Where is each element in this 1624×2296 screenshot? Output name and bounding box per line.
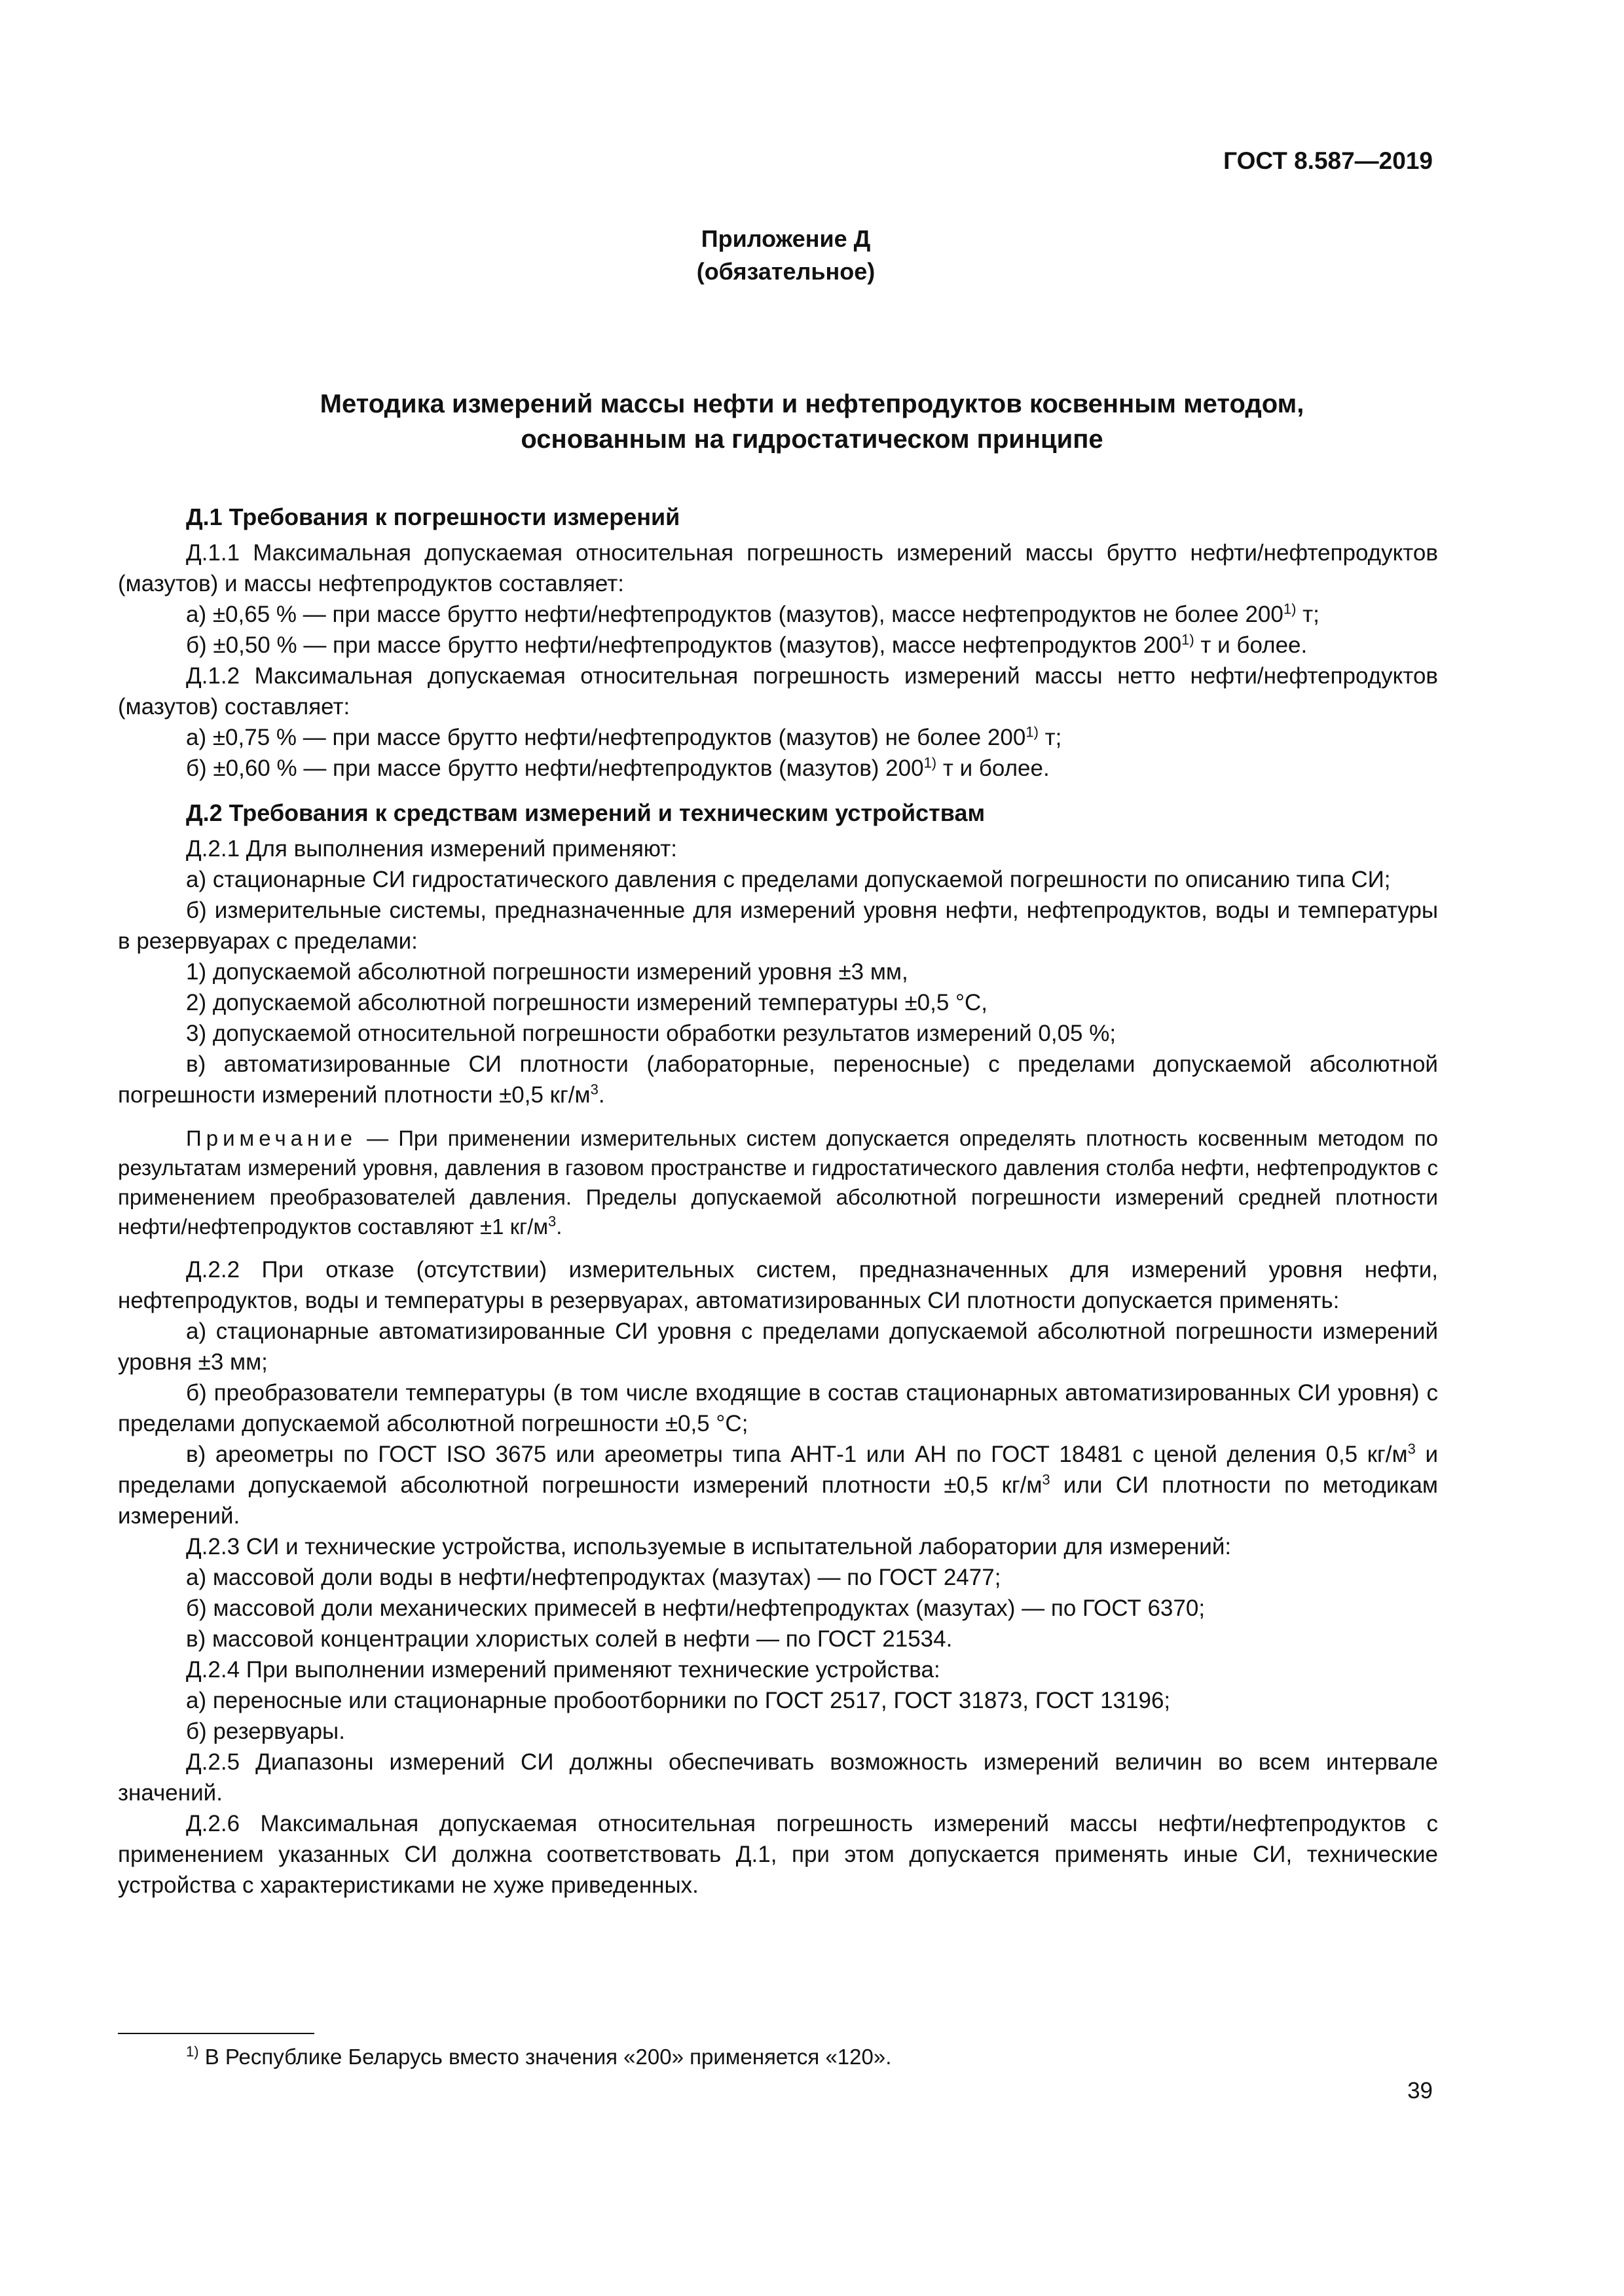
footnote-ref: 1) [923, 754, 937, 771]
section-heading-d2: Д.2 Требования к средствам измерений и техническим устройствам [186, 799, 986, 826]
superscript: 3 [1042, 1471, 1050, 1488]
list-item-d2-2-c [118, 1439, 1438, 1531]
list-item-d2-3-a: а) массовой доли воды в нефти/нефтепродуктах (мазутах) — по ГОСТ 2477; [186, 1565, 1001, 1590]
list-item-d2-3-b: б) массовой доли механических примесей в нефти/нефтепродуктах (мазутах) — по ГОСТ 6370; [186, 1595, 1206, 1621]
list-item-d2-1-b-1: 1) допускаемой абсолютной погрешности измерений уровня ±3 мм, [186, 959, 908, 985]
text-run: т; [1296, 602, 1320, 627]
text-run: т и более. [1194, 632, 1308, 658]
list-item-d2-2-a: а) стационарные автоматизированные СИ уровня с пределами допускаемой абсолютной погрешности измерений уровня ±3 мм; [118, 1319, 1438, 1375]
footnote-ref: 1) [1025, 723, 1039, 740]
paragraph-d1-1: Д.1.1 Максимальная допускаемая относительная погрешность измерений массы брутто нефти/нефтепродуктов (мазутов) и массы нефтепродуктов составляет: [118, 540, 1438, 596]
paragraph-d2-6: Д.2.6 Максимальная допускаемая относительная погрешность измерений массы нефти/нефтепродуктов с применением указанных СИ должна соответствовать Д.1, при этом допускается применять иные СИ, технические устройства с характеристиками не хуже приведенных. [118, 1811, 1438, 1898]
text-run: т; [1038, 725, 1062, 750]
text-run: а) ±0,75 % — при массе брутто нефти/нефтепродуктов (мазутов) не более 200 [186, 725, 1026, 750]
text-run: б) ±0,50 % — при массе брутто нефти/нефтепродуктов (мазутов), массе нефтепродуктов 200 [186, 632, 1182, 658]
superscript: 3 [548, 1213, 557, 1230]
paragraph-d1-2: Д.1.2 Максимальная допускаемая относительная погрешность измерений массы нетто нефти/нефтепродуктов (мазутов) составляет: [118, 663, 1438, 720]
appendix-label: Приложение Д [701, 225, 871, 252]
list-item-d1-2-b [118, 753, 1438, 784]
note-block [118, 1123, 1438, 1241]
text-run: б) ±0,60 % — при массе брутто нефти/нефтепродуктов (мазутов) 200 [186, 756, 924, 781]
list-item-d1-1-b [118, 630, 1438, 661]
text-run: т и более. [936, 756, 1050, 781]
list-item-d2-3-c: в) массовой концентрации хлористых солей в нефти — по ГОСТ 21534. [186, 1626, 953, 1652]
list-item-d2-1-c [118, 1049, 1438, 1110]
text-run: а) ±0,65 % — при массе брутто нефти/нефтепродуктов (мазутов), массе нефтепродуктов не более 200 [186, 602, 1283, 627]
list-item-d2-4-b: б) резервуары. [186, 1719, 345, 1744]
list-item-d2-1-b: б) измерительные системы, предназначенные для измерений уровня нефти, нефтепродуктов, воды и температуры в резервуарах с пределами: [118, 898, 1438, 954]
text-run: или СИ плотности по методикам измерений. [118, 1472, 1438, 1529]
footnote-divider [118, 2033, 314, 2034]
document-code: ГОСТ 8.587—2019 [1223, 147, 1433, 174]
footnote-ref: 1) [1181, 631, 1194, 648]
appendix-heading [0, 223, 1572, 288]
superscript: 3 [1407, 1440, 1416, 1457]
title-line-2: основанным на гидростатическом принципе [521, 425, 1103, 454]
text-run: в) ареометры по ГОСТ ISO 3675 или ареометры типа АНТ-1 или АН по ГОСТ 18481 с ценой деления 0,5 кг/м [186, 1442, 1408, 1467]
text-run: в) автоматизированные СИ плотности (лабораторные, переносные) с пределами допускаемой абсолютной погрешности измерений плотности ±0,5 кг/м [118, 1051, 1438, 1108]
title-line-1: Методика измерений массы нефти и нефтепродуктов косвенным методом, [320, 390, 1304, 418]
list-item-d2-1-b-3: 3) допускаемой относительной погрешности обработки результатов измерений 0,05 %; [186, 1021, 1116, 1046]
appendix-status: (обязательное) [696, 258, 876, 285]
paragraph-d2-4: Д.2.4 При выполнении измерений применяют технические устройства: [186, 1657, 940, 1683]
text-run: . [598, 1082, 605, 1108]
list-item-d2-4-a: а) переносные или стационарные пробоотборники по ГОСТ 2517, ГОСТ 31873, ГОСТ 13196; [186, 1688, 1171, 1713]
list-item-d1-1-a [118, 599, 1438, 630]
list-item-d2-1-b-2: 2) допускаемой абсолютной погрешности измерений температуры ±0,5 °С, [186, 990, 988, 1015]
note-label: Примечание [186, 1126, 358, 1150]
footnote-text: В Республике Беларусь вместо значения «200» применяется «120». [198, 2045, 892, 2069]
footnote [186, 2041, 891, 2072]
document-body [118, 501, 1438, 1901]
text-run: и пределами допускаемой абсолютной погрешности измерений плотности ±0,5 кг/м [118, 1442, 1438, 1498]
superscript: 3 [590, 1081, 599, 1098]
page-number: 39 [1407, 2078, 1433, 2104]
note-text: — При применении измерительных систем допускается определять плотность косвенным методом по результатам измерений уровня, давления в газовом пространстве и гидростатического давления столба нефти, нефтепродуктов с применением преобразователей давления. Пределы допускаемой абсолютной погрешности измерений средней плотности нефти/нефтепродуктов составляют ±1 кг/м [118, 1126, 1438, 1239]
footnote-mark: 1) [186, 2043, 199, 2060]
list-item-d2-2-b: б) преобразователи температуры (в том числе входящие в состав стационарных автоматизированных СИ уровня) с пределами допускаемой абсолютной погрешности ±0,5 °С; [118, 1380, 1438, 1436]
list-item-d2-1-a: а) стационарные СИ гидростатического давления с пределами допускаемой погрешности по описанию типа СИ; [186, 867, 1391, 892]
paragraph-d2-5: Д.2.5 Диапазоны измерений СИ должны обеспечивать возможность измерений величин во всем интервале значений. [118, 1749, 1438, 1806]
paragraph-d2-3: Д.2.3 СИ и технические устройства, используемые в испытательной лаборатории для измерений: [186, 1534, 1232, 1559]
footnote-ref: 1) [1283, 600, 1297, 617]
page-title [118, 386, 1506, 457]
list-item-d1-2-a [118, 722, 1438, 753]
paragraph-d2-2: Д.2.2 При отказе (отсутствии) измерительных систем, предназначенных для измерений уровня нефти, нефтепродуктов, воды и температуры в резервуарах, автоматизированных СИ плотности допускается применять: [118, 1257, 1438, 1313]
section-heading-d1: Д.1 Требования к погрешности измерений [186, 503, 680, 530]
text-run: . [556, 1214, 563, 1239]
paragraph-d2-1: Д.2.1 Для выполнения измерений применяют: [186, 836, 678, 862]
